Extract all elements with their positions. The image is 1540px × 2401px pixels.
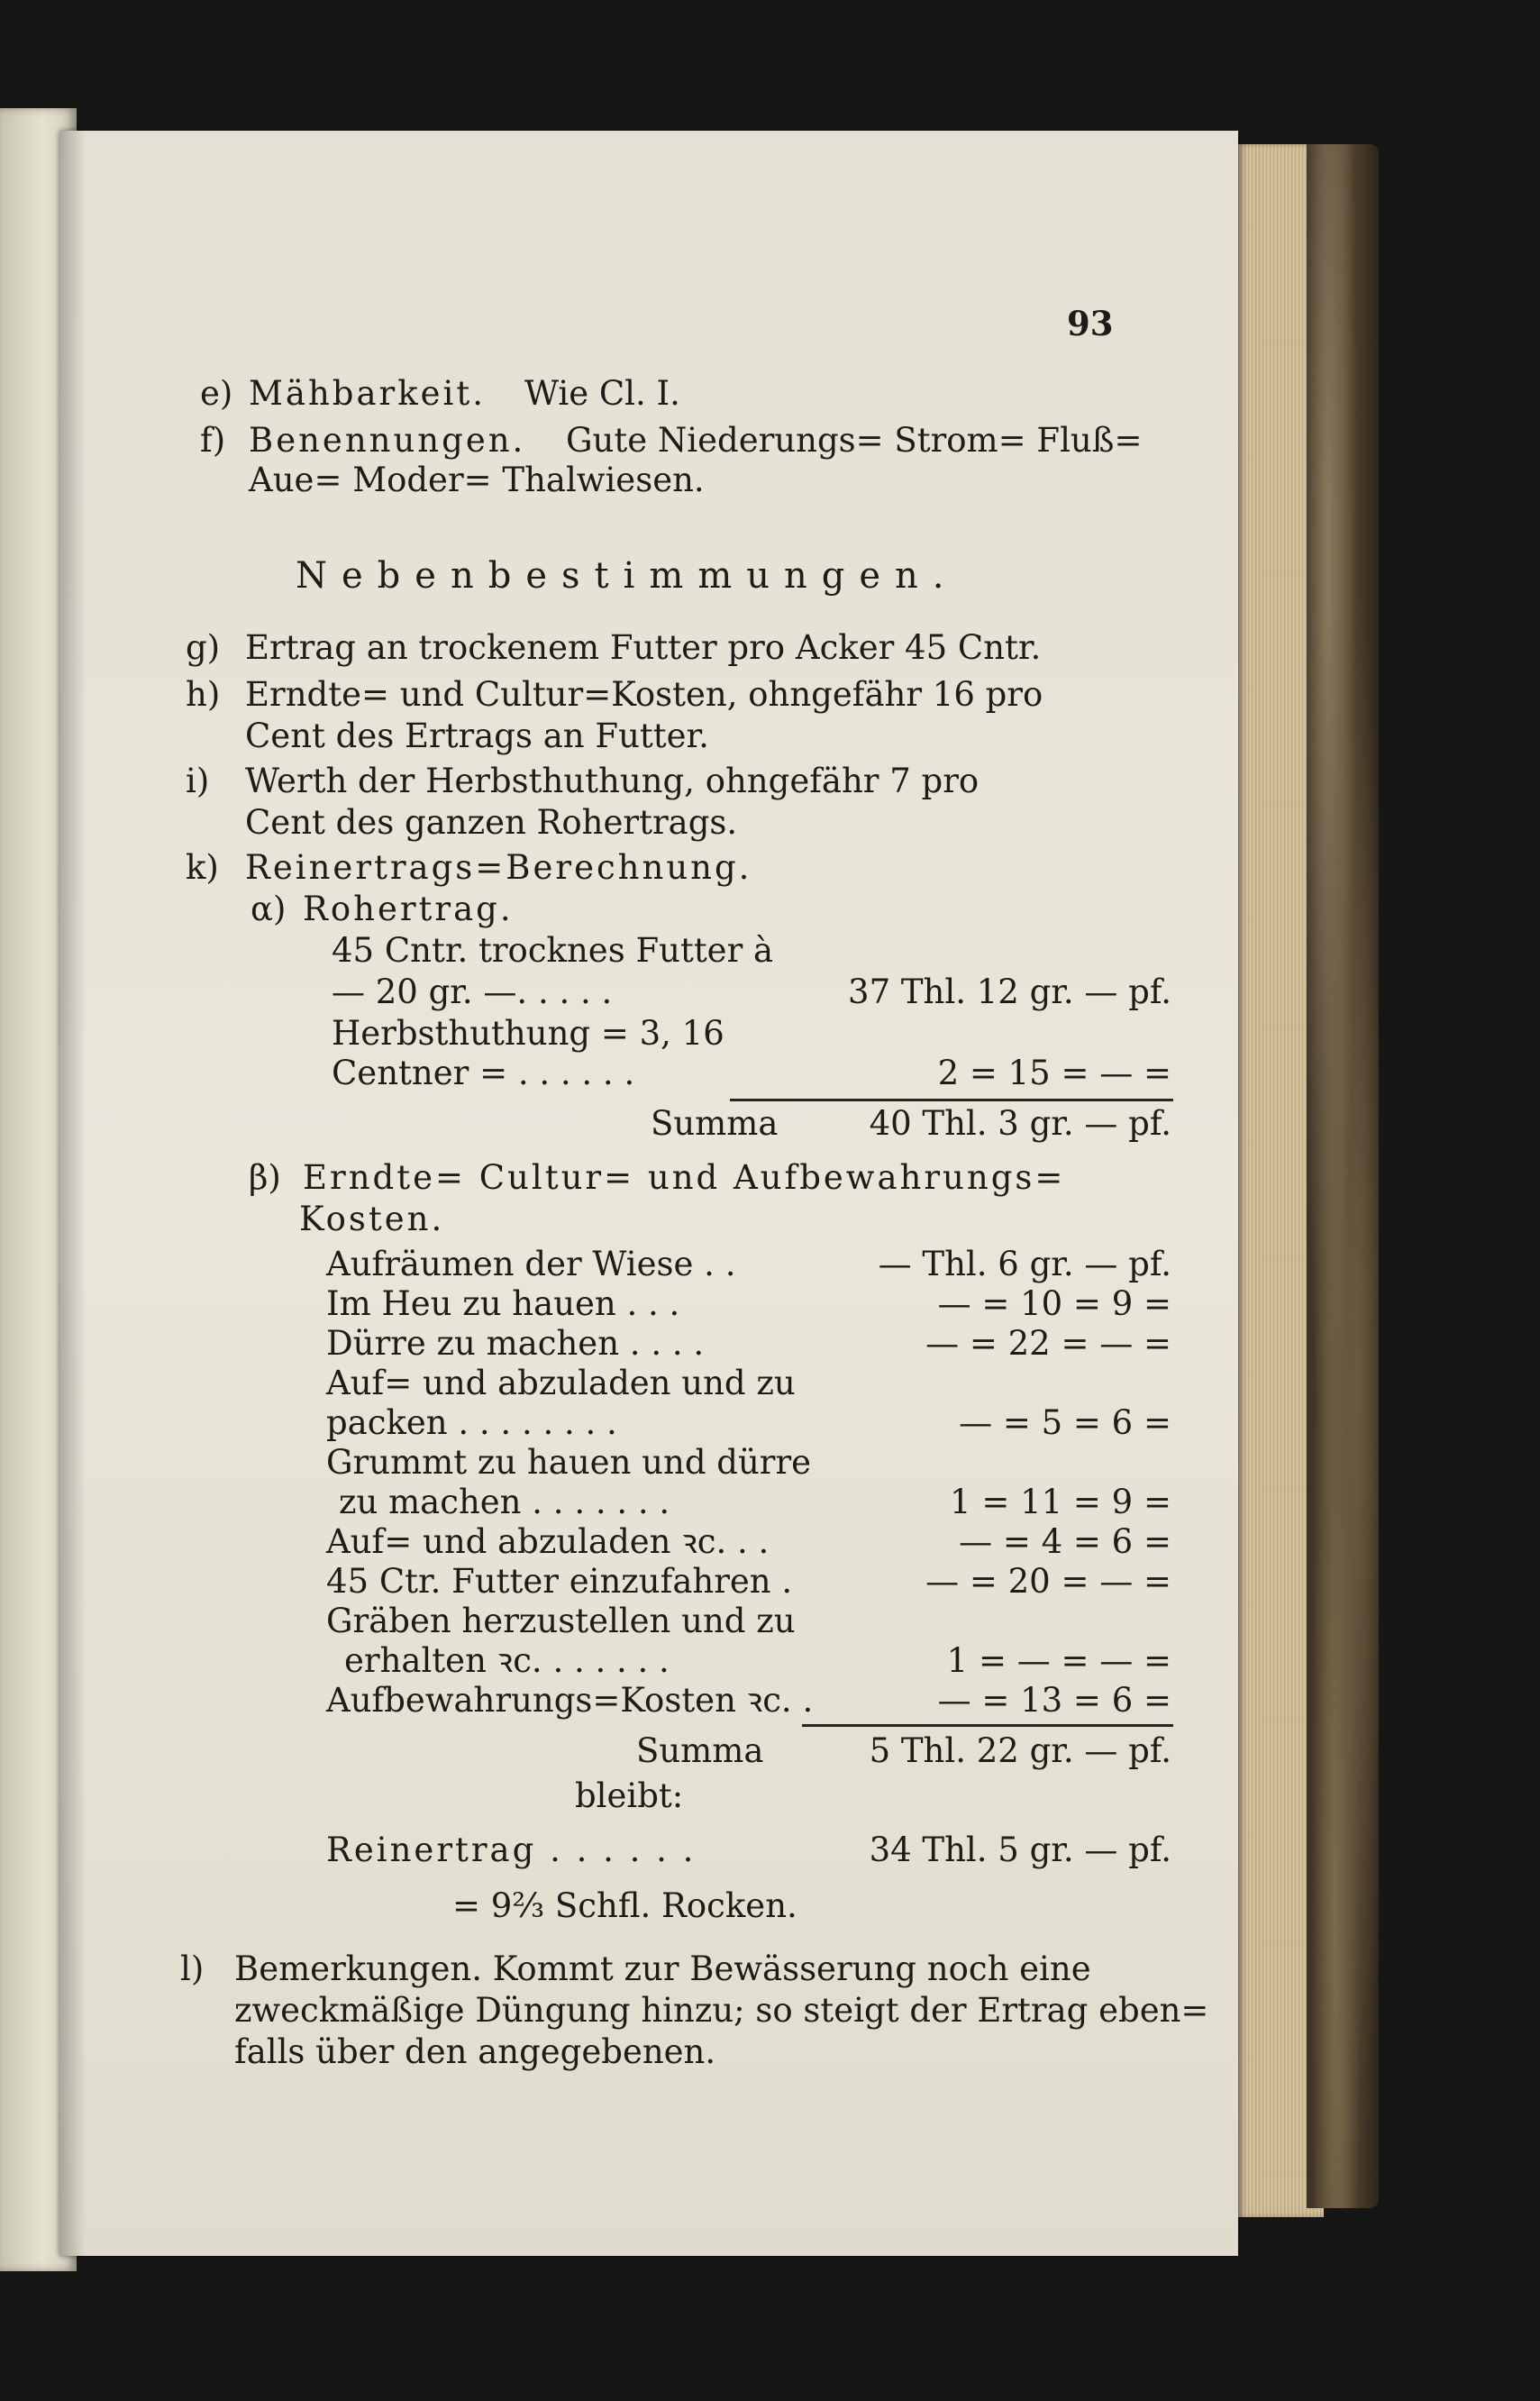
entry-f-text-line2: Aue= Moder= Thalwiesen. — [249, 461, 705, 499]
beta-item-text: Aufbewahrungs=Kosten ꝛc. . — [326, 1681, 814, 1720]
beta-item-amount: — = 5 = 6 = — [959, 1403, 1171, 1442]
beta-item-amount: — = 13 = 6 = — [937, 1681, 1171, 1720]
beta-item-amount: — = 4 = 6 = — [959, 1522, 1171, 1561]
alpha-line2: — 20 gr. —. . . . . — [332, 972, 613, 1011]
net-yield-label: Reinertrag . . . . . . — [326, 1830, 697, 1869]
entry-e-label: e) — [200, 374, 233, 413]
entry-k-text: Reinertrags=Berechnung. — [245, 848, 752, 887]
beta-item-text: Gräben herzustellen und zu — [326, 1602, 796, 1640]
page — [59, 131, 1238, 2256]
alpha-line1: 45 Cntr. trocknes Futter à — [332, 931, 774, 970]
entry-h-line1: Erndte= und Cultur=Kosten, ohngefähr 16 pro — [245, 675, 1043, 714]
alpha-sum-rule — [730, 1099, 1173, 1101]
beta-item-text: Auf= und abzuladen ꝛc. . . — [326, 1522, 770, 1561]
alpha-line4-amount: 2 = 15 = — = — [937, 1054, 1171, 1092]
beta-title-line2: Kosten. — [299, 1200, 445, 1238]
entry-l-label: l) — [180, 1949, 205, 1988]
beta-sum-rule — [802, 1724, 1173, 1727]
entry-i-label: i) — [186, 762, 210, 800]
section-heading: Nebenbestimmungen. — [296, 555, 959, 597]
entry-h-label: h) — [186, 675, 221, 714]
alpha-sum-amount: 40 Thl. 3 gr. — pf. — [869, 1104, 1171, 1143]
beta-item-amount: — Thl. 6 gr. — pf. — [878, 1245, 1171, 1283]
net-yield-amount: 34 Thl. 5 gr. — pf. — [869, 1830, 1171, 1869]
alpha-line2-amount: 37 Thl. 12 gr. — pf. — [848, 972, 1171, 1011]
entry-g-label: g) — [186, 628, 221, 667]
beta-title-line1: Erndte= Cultur= und Aufbewahrungs= — [303, 1158, 1066, 1197]
alpha-sum-label: Summa — [651, 1104, 779, 1143]
alpha-line3: Herbsthuthung = 3, 16 — [332, 1014, 724, 1053]
beta-item-amount: — = 22 = — = — [925, 1324, 1171, 1363]
beta-sum-label: Summa — [636, 1731, 764, 1770]
page-gutter-shadow — [59, 131, 87, 2256]
marbled-cover — [1307, 144, 1379, 2208]
beta-item-text: packen . . . . . . . . — [326, 1403, 617, 1442]
entry-l-line1: Bemerkungen. Kommt zur Bewässerung noch eine — [234, 1949, 1091, 1988]
beta-item-text: Auf= und abzuladen und zu — [326, 1364, 796, 1402]
beta-item-amount: — = 20 = — = — [925, 1562, 1171, 1601]
beta-sum-amount: 5 Thl. 22 gr. — pf. — [869, 1731, 1171, 1770]
beta-item-text: erhalten ꝛc. . . . . . . — [344, 1641, 670, 1680]
entry-e-text: Wie Cl. I. — [524, 374, 680, 413]
beta-item-text: Aufräumen der Wiese . . — [326, 1245, 736, 1283]
entry-f-term: Benennungen. — [249, 421, 526, 460]
alpha-line4: Centner = . . . . . . — [332, 1054, 635, 1092]
alpha-label: α) — [251, 890, 287, 928]
beta-item-text: 45 Ctr. Futter einzufahren . — [326, 1562, 793, 1601]
entry-i-line1: Werth der Herbsthuthung, ohngefähr 7 pro — [245, 762, 980, 800]
alpha-title: Rohertrag. — [303, 890, 514, 928]
entry-l-line3: falls über den angegebenen. — [234, 2032, 716, 2071]
beta-item-amount: 1 = 11 = 9 = — [950, 1483, 1171, 1521]
entry-e-term: Mähbarkeit. — [249, 374, 486, 413]
beta-item-text: zu machen . . . . . . . — [339, 1483, 670, 1521]
beta-item-text: Grummt zu hauen und dürre — [326, 1443, 812, 1482]
beta-item-text: Im Heu zu hauen . . . — [326, 1284, 680, 1323]
page-number: 93 — [1067, 304, 1114, 343]
beta-item-text: Dürre zu machen . . . . — [326, 1324, 705, 1363]
entry-k-label: k) — [186, 848, 219, 887]
beta-label: β) — [249, 1158, 281, 1197]
entry-f-text-line1: Gute Niederungs= Strom= Fluß= — [566, 421, 1143, 460]
entry-i-line2: Cent des ganzen Rohertrags. — [245, 803, 738, 842]
remains-label: bleibt: — [575, 1776, 684, 1815]
entry-l-line2: zweckmäßige Düngung hinzu; so steigt der Ertrag eben= — [234, 1991, 1209, 2030]
beta-item-amount: 1 = — = — = — [946, 1641, 1171, 1680]
entry-g-text: Ertrag an trockenem Futter pro Acker 45 Cntr. — [245, 628, 1042, 667]
entry-f-label: f) — [200, 421, 226, 460]
entry-h-line2: Cent des Ertrags an Futter. — [245, 717, 709, 755]
net-yield-equivalent: = 9⅔ Schfl. Rocken. — [452, 1886, 797, 1925]
beta-item-amount: — = 10 = 9 = — [937, 1284, 1171, 1323]
